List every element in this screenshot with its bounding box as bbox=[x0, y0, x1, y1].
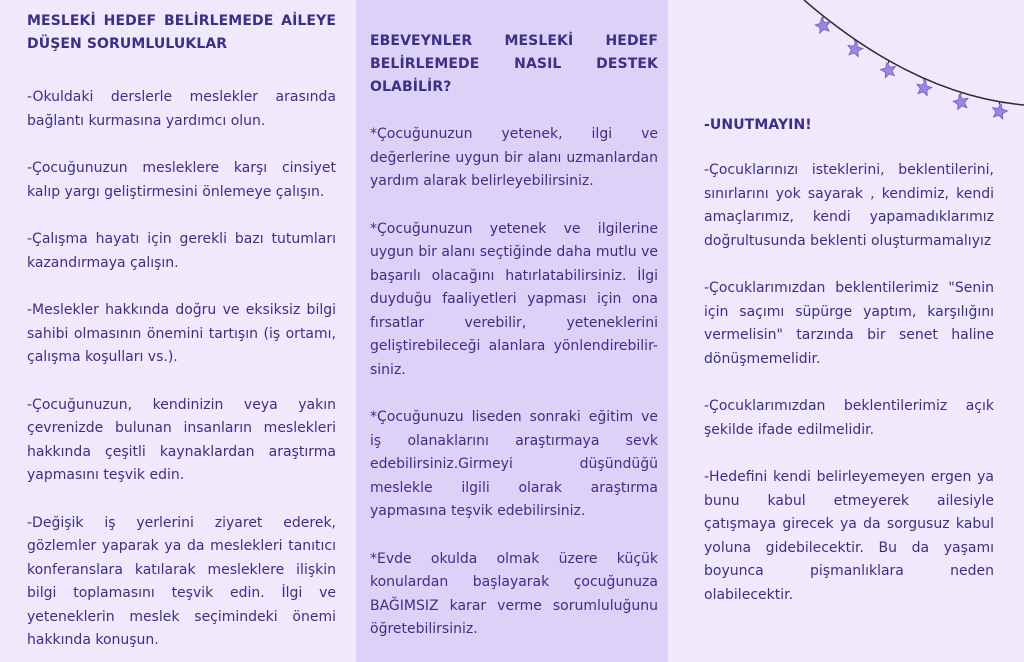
paragraph: -Hedefini kendi belirleyemeyen ergen ya bunu kabul etmeyerek ailesiyle çatışmaya girecek ya da sorgusuz kabul yoluna gidebilecektir. Bu da yaşamı boyunca pişmanlıklara neden olabilecektir. bbox=[704, 469, 994, 603]
column-parent-support bbox=[356, 0, 668, 662]
paragraph: -Çocuklarınızı isteklerini, beklentilerini, sınırlarını yok sayarak , kendimiz, kendi amaçlarımız, kendi yapamadıklarımız doğrultusunda beklenti oluşturmamalıyız bbox=[704, 162, 994, 249]
star-icon bbox=[952, 93, 970, 110]
paragraph: -Çocuklarımızdan beklentilerimiz açık şekilde ifade edilmelidir. bbox=[704, 398, 994, 438]
column-family-responsibilities bbox=[0, 0, 356, 662]
paragraph: -Çocuğunuzun mesleklere karşı cinsiyet kalıp yargı geliştirmesini önlemeye çalışın. bbox=[27, 160, 336, 200]
star-icon bbox=[991, 102, 1009, 119]
paragraph: *Çocuğunuzun yetenek, ilgi ve değerlerine uygun bir alanı uzmanlardan yardım alarak belirleyebilirsiniz. bbox=[370, 126, 658, 189]
paragraph: -Çocuklarımızdan beklentilerimiz "Senin için saçımı süpürge yaptım, karşılığını vermelisin" tarzında bir senet haline dönüşmemelidir. bbox=[704, 280, 994, 367]
paragraph: -Çalışma hayatı için gerekli bazı tutumları kazandırmaya çalışın. bbox=[27, 231, 336, 271]
column-heading: -UNUTMAYIN! bbox=[704, 117, 812, 133]
paragraph: *Çocuğunuzu liseden sonraki eğitim ve iş olanaklarını araştırmaya sevk edebilirsiniz.Girmeyi düşündüğü meslekle ilgili olarak araştırma yapmasına teşvik edebilirsiniz. bbox=[370, 409, 658, 519]
column-remember bbox=[668, 0, 1024, 662]
column-heading: EBEVEYNLER MESLEKİ HEDEF BELİRLEMEDE NASIL DESTEK OLABİLİR? bbox=[370, 33, 658, 95]
star-garland-icon bbox=[794, 0, 1024, 135]
paragraph: -Okuldaki derslerle meslekler arasında bağlantı kurmasına yardımcı olun. bbox=[27, 89, 336, 129]
star-icon bbox=[846, 40, 864, 57]
paragraph: *Çocuğunuzun yetenek ve ilgilerine uygun bir alanı seçtiğinde daha mutlu ve başarılı olacağını hatırlatabilirsiniz. İlgi duyduğu faaliyetleri yapması için ona fırsatlar verebilir, yeteneklerini geliştirebileceği alanlara yönlendirebilir-siniz. bbox=[370, 220, 658, 378]
paragraph: *Evde okulda olmak üzere küçük konulardan başlayarak çocuğunuza BAĞIMSIZ karar verme sorumluluğunu öğretebilirsiniz. bbox=[370, 550, 658, 637]
column-heading: MESLEKİ HEDEF BELİRLEMEDE AİLEYE DÜŞEN SORUMLULUKLAR bbox=[27, 13, 336, 52]
paragraph: -Çocuğunuzun, kendinizin veya yakın çevrenizde bulunan insanların meslekleri hakkında çeşitli kaynaklardan araştırma yapmasını teşvik edin. bbox=[27, 396, 336, 483]
paragraph: -Değişik iş yerlerini ziyaret ederek, gözlemler yaparak ya da meslekleri tanıtıcı konferanslara katılarak mesleklere ilişkin bilgi toplamasını teşvik edin. İlgi ve yeteneklerin meslek seçimindeki önemi hakkında konuşun. bbox=[27, 514, 336, 648]
paragraph: -Meslekler hakkında doğru ve eksiksiz bilgi sahibi olmasının önemini tartışın (iş ortamı, çalışma koşulları vs.). bbox=[27, 302, 336, 365]
star-icon bbox=[814, 16, 832, 33]
